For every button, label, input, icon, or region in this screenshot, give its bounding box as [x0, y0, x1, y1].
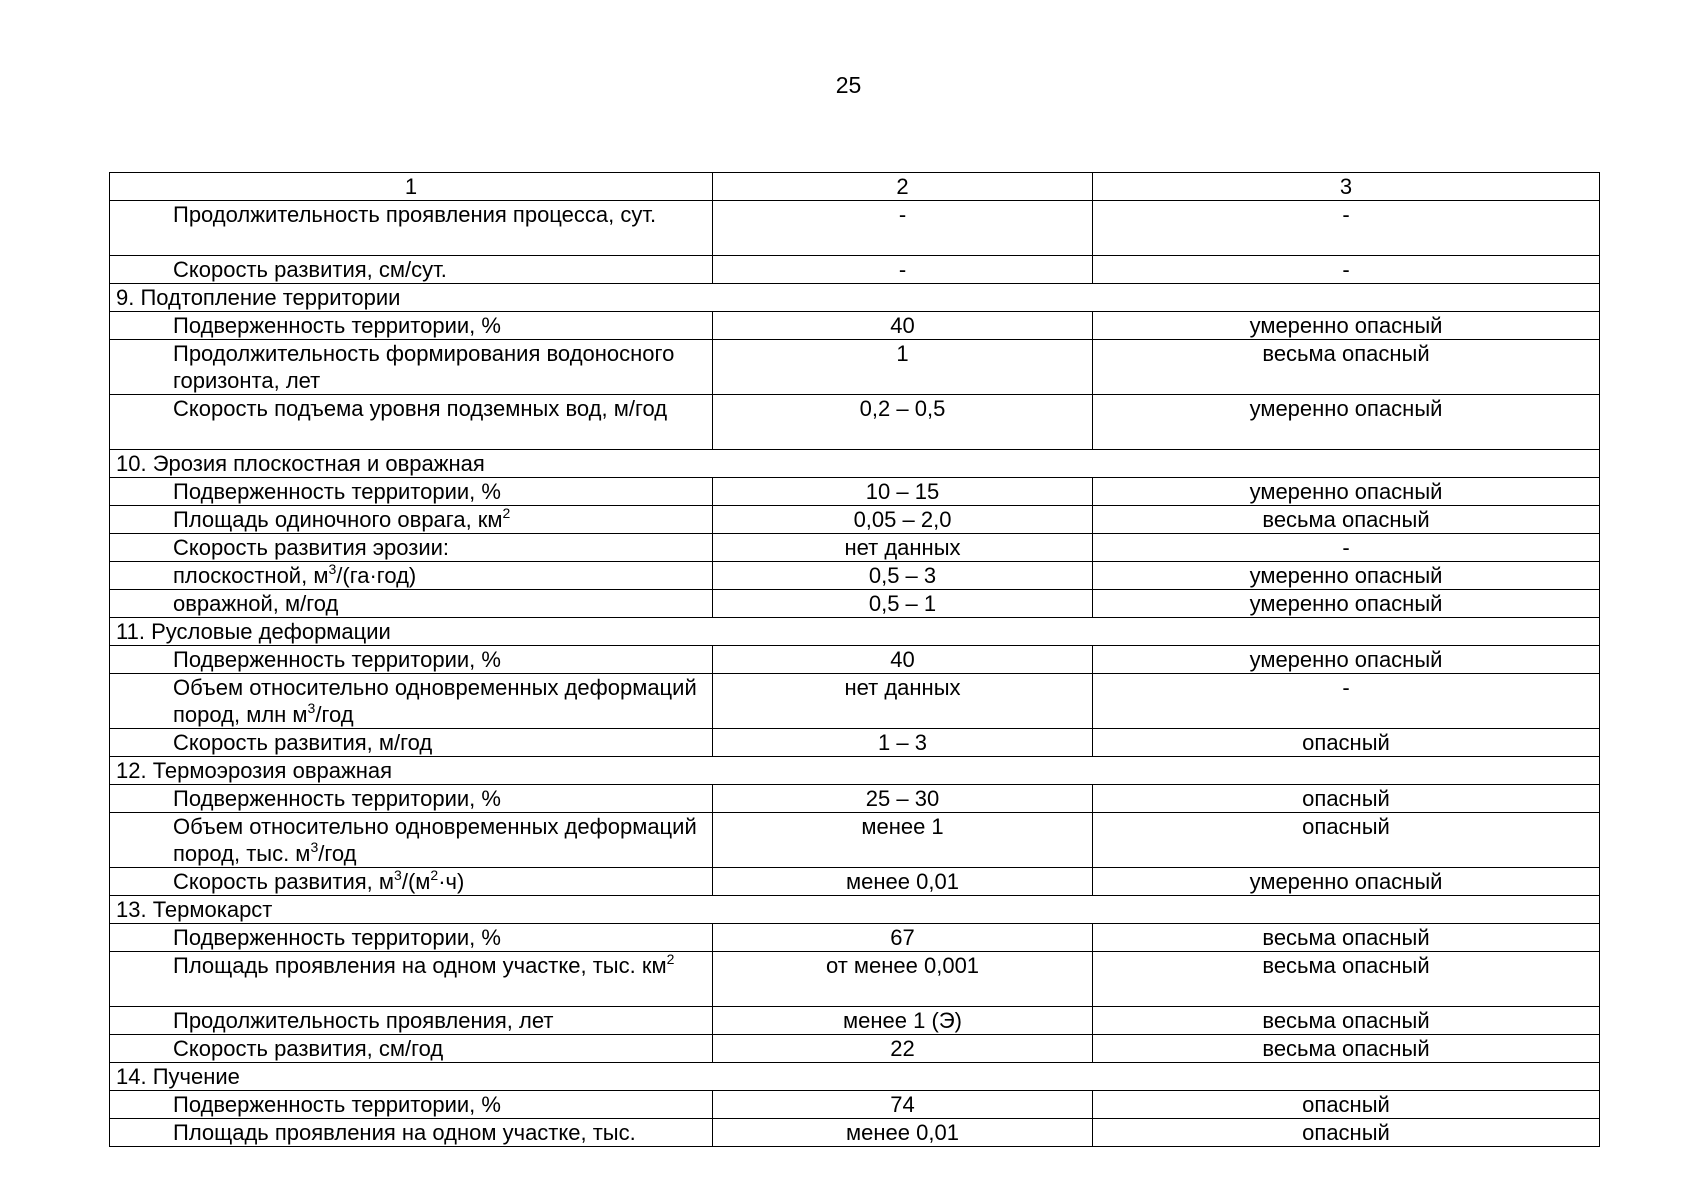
- table-row: [110, 256, 1600, 284]
- header-cell-3: 3: [1093, 173, 1600, 201]
- value-cell: 22: [713, 1035, 1093, 1063]
- value-cell: менее 0,01: [713, 1119, 1093, 1147]
- parameter-text: Скорость развития, см/год: [173, 1036, 444, 1061]
- superscript: 2: [666, 951, 675, 967]
- table-row: [110, 952, 1600, 1007]
- table-row: [110, 729, 1600, 757]
- value-cell: 0,5 – 1: [713, 590, 1093, 618]
- hazard-level-cell: весьма опасный: [1093, 1007, 1600, 1035]
- table-row: [110, 1119, 1600, 1147]
- parameter-text: Площадь одиночного оврага, км: [173, 507, 503, 532]
- hazard-level-cell: опасный: [1093, 813, 1600, 868]
- table-row: [110, 590, 1600, 618]
- parameter-cell: [110, 506, 713, 534]
- parameter-text: Подверженность территории, %: [173, 647, 501, 672]
- parameter-cell: [110, 952, 713, 1007]
- hazard-level-cell: опасный: [1093, 1091, 1600, 1119]
- hazard-level-cell: умеренно опасный: [1093, 562, 1600, 590]
- parameter-cell: [110, 478, 713, 506]
- table-row: [110, 674, 1600, 729]
- value-cell: от менее 0,001: [713, 952, 1093, 1007]
- hazard-table: [109, 172, 1600, 1147]
- hazard-level-cell: умеренно опасный: [1093, 395, 1600, 450]
- section-title: 9. Подтопление территории: [110, 284, 1600, 312]
- section-title: 13. Термокарст: [110, 896, 1600, 924]
- value-cell: 0,2 – 0,5: [713, 395, 1093, 450]
- parameter-text: /год: [318, 841, 357, 866]
- parameter-text: Скорость развития эрозии:: [173, 535, 450, 560]
- hazard-level-cell: весьма опасный: [1093, 952, 1600, 1007]
- section-title: 11. Русловые деформации: [110, 618, 1600, 646]
- value-cell: менее 1 (Э): [713, 1007, 1093, 1035]
- parameter-text: ·ч): [438, 869, 465, 894]
- table-row: [110, 506, 1600, 534]
- parameter-cell: [110, 312, 713, 340]
- value-cell: -: [713, 256, 1093, 284]
- table-row: [110, 1035, 1600, 1063]
- parameter-text: /год: [315, 702, 354, 727]
- value-cell: 40: [713, 646, 1093, 674]
- hazard-level-cell: -: [1093, 256, 1600, 284]
- parameter-text: овражной, м/год: [173, 591, 339, 616]
- value-cell: 0,5 – 3: [713, 562, 1093, 590]
- hazard-level-cell: опасный: [1093, 1119, 1600, 1147]
- parameter-text: /(м: [401, 869, 431, 894]
- table-row: [110, 924, 1600, 952]
- section-row: [110, 896, 1600, 924]
- table-row: [110, 813, 1600, 868]
- hazard-level-cell: весьма опасный: [1093, 340, 1600, 395]
- superscript: 2: [502, 505, 511, 521]
- hazard-level-cell: умеренно опасный: [1093, 646, 1600, 674]
- parameter-text: /(га·год): [336, 563, 417, 588]
- section-row: [110, 284, 1600, 312]
- parameter-cell: [110, 340, 713, 395]
- superscript: 3: [310, 838, 319, 855]
- hazard-level-cell: -: [1093, 534, 1600, 562]
- section-row: [110, 1063, 1600, 1091]
- parameter-text: Подверженность территории, %: [173, 313, 501, 338]
- hazard-level-cell: умеренно опасный: [1093, 478, 1600, 506]
- table-row: [110, 534, 1600, 562]
- parameter-text: Объем относительно одновременных деформаций пород, тыс. м: [173, 814, 697, 866]
- parameter-text: Продолжительность проявления процесса, сут.: [173, 202, 657, 227]
- section-title: 14. Пучение: [110, 1063, 1600, 1091]
- parameter-text: Подверженность территории, %: [173, 479, 501, 504]
- value-cell: -: [713, 201, 1093, 256]
- parameter-cell: [110, 729, 713, 757]
- table-row: [110, 1091, 1600, 1119]
- hazard-level-cell: весьма опасный: [1093, 924, 1600, 952]
- parameter-cell: [110, 868, 713, 896]
- table-row: [110, 562, 1600, 590]
- value-cell: нет данных: [713, 674, 1093, 729]
- hazard-level-cell: опасный: [1093, 785, 1600, 813]
- parameter-text: Площадь проявления на одном участке, тыс.: [173, 1120, 636, 1145]
- parameter-cell: [110, 534, 713, 562]
- superscript: 3: [394, 867, 402, 883]
- value-cell: нет данных: [713, 534, 1093, 562]
- superscript: 3: [307, 699, 316, 716]
- parameter-text: Скорость развития, см/сут.: [173, 257, 447, 282]
- parameter-cell: [110, 813, 713, 868]
- table-row: [110, 1007, 1600, 1035]
- parameter-text: Продолжительность формирования водоносного горизонта, лет: [173, 341, 675, 393]
- section-title: 12. Термоэрозия овражная: [110, 757, 1600, 785]
- page-number: 25: [835, 72, 862, 98]
- superscript: 3: [328, 561, 337, 577]
- value-cell: менее 0,01: [713, 868, 1093, 896]
- table-row: [110, 868, 1600, 896]
- table-header-row: [110, 173, 1600, 201]
- parameter-text: плоскостной, м: [173, 563, 329, 588]
- parameter-text: Площадь проявления на одном участке, тыс. км: [173, 953, 667, 978]
- parameter-cell: [110, 562, 713, 590]
- value-cell: 40: [713, 312, 1093, 340]
- hazard-level-cell: весьма опасный: [1093, 1035, 1600, 1063]
- parameter-text: Подверженность территории, %: [173, 786, 501, 811]
- hazard-level-cell: весьма опасный: [1093, 506, 1600, 534]
- parameter-cell: [110, 590, 713, 618]
- parameter-text: Объем относительно одновременных деформаций пород, млн м: [173, 675, 697, 727]
- parameter-text: Подверженность территории, %: [173, 1092, 501, 1117]
- section-row: [110, 618, 1600, 646]
- value-cell: 74: [713, 1091, 1093, 1119]
- parameter-cell: [110, 924, 713, 952]
- section-row: [110, 757, 1600, 785]
- superscript: 2: [430, 867, 439, 883]
- value-cell: 0,05 – 2,0: [713, 506, 1093, 534]
- value-cell: 25 – 30: [713, 785, 1093, 813]
- value-cell: менее 1: [713, 813, 1093, 868]
- parameter-cell: [110, 1007, 713, 1035]
- value-cell: 67: [713, 924, 1093, 952]
- header-cell-1: 1: [110, 173, 713, 201]
- parameter-cell: [110, 785, 713, 813]
- parameter-cell: [110, 674, 713, 729]
- parameter-text: Скорость развития, м: [173, 869, 395, 894]
- table-row: [110, 201, 1600, 256]
- parameter-cell: [110, 256, 713, 284]
- table-row: [110, 478, 1600, 506]
- hazard-level-cell: -: [1093, 201, 1600, 256]
- parameter-cell: [110, 201, 713, 256]
- table-body: [110, 173, 1600, 1147]
- table-row: [110, 340, 1600, 395]
- table-row: [110, 646, 1600, 674]
- hazard-level-cell: -: [1093, 674, 1600, 729]
- parameter-cell: [110, 1091, 713, 1119]
- parameter-cell: [110, 646, 713, 674]
- value-cell: 1 – 3: [713, 729, 1093, 757]
- parameter-text: Скорость подъема уровня подземных вод, м/год: [173, 396, 668, 421]
- table-row: [110, 785, 1600, 813]
- hazard-level-cell: умеренно опасный: [1093, 590, 1600, 618]
- value-cell: 10 – 15: [713, 478, 1093, 506]
- section-title: 10. Эрозия плоскостная и овражная: [110, 450, 1600, 478]
- hazard-level-cell: опасный: [1093, 729, 1600, 757]
- parameter-cell: [110, 1119, 713, 1147]
- parameter-text: Подверженность территории, %: [173, 925, 501, 950]
- value-cell: 1: [713, 340, 1093, 395]
- parameter-text: Скорость развития, м/год: [173, 730, 433, 755]
- section-row: [110, 450, 1600, 478]
- hazard-level-cell: умеренно опасный: [1093, 868, 1600, 896]
- table-row: [110, 395, 1600, 450]
- parameter-cell: [110, 1035, 713, 1063]
- parameter-cell: [110, 395, 713, 450]
- table-row: [110, 312, 1600, 340]
- header-cell-2: 2: [713, 173, 1093, 201]
- parameter-text: Продолжительность проявления, лет: [173, 1008, 554, 1033]
- hazard-level-cell: умеренно опасный: [1093, 312, 1600, 340]
